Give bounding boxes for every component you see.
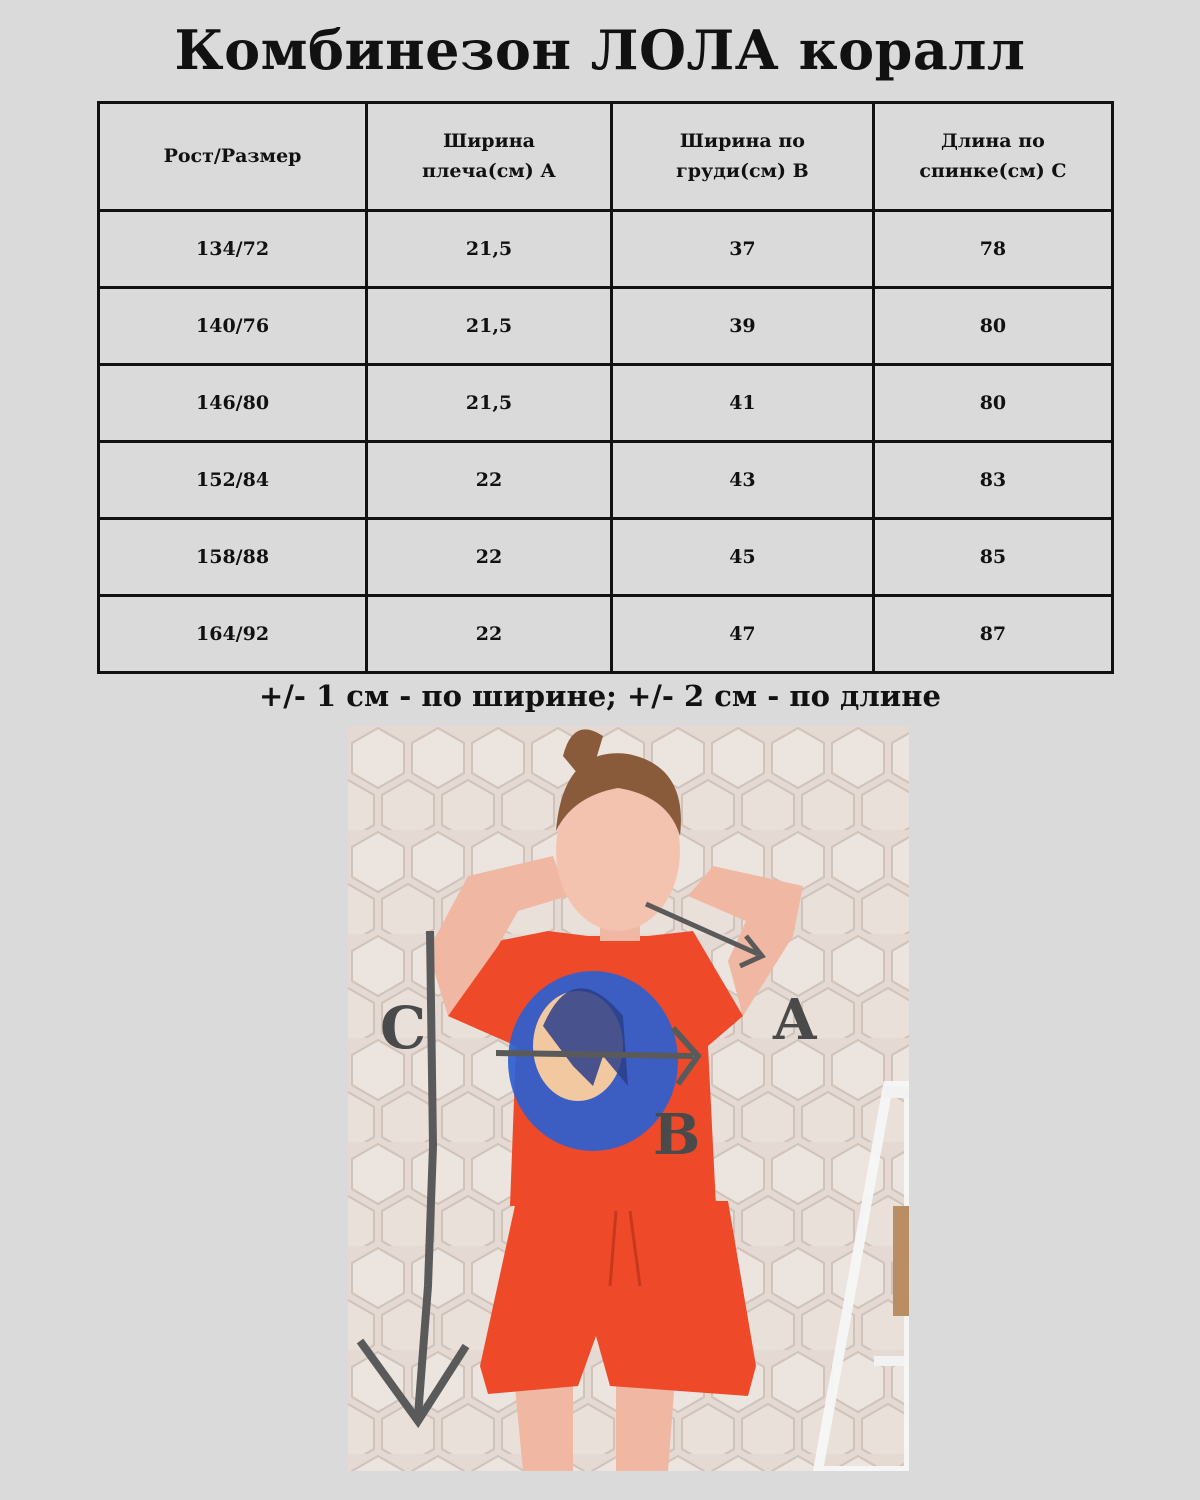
table-row	[99, 519, 1113, 596]
cell-length: 85	[873, 519, 1112, 596]
table-header-row	[99, 103, 1113, 211]
label-c: C	[380, 994, 427, 1062]
cell-length: 87	[873, 596, 1112, 673]
cell-size: 152/84	[99, 442, 367, 519]
cell-length: 80	[873, 288, 1112, 365]
header-back-length: Длина по спинке(см) С	[873, 103, 1112, 211]
cell-length: 83	[873, 442, 1112, 519]
cell-shoulder: 21,5	[367, 288, 612, 365]
size-table	[97, 101, 1114, 674]
cell-chest: 41	[611, 365, 873, 442]
tolerance-note: +/- 1 см - по ширине; +/- 2 см - по длине	[259, 679, 941, 713]
table-row	[99, 596, 1113, 673]
page-title: Комбинезон ЛОЛА коралл	[174, 18, 1026, 82]
cell-chest: 37	[611, 211, 873, 288]
cell-shoulder: 22	[367, 442, 612, 519]
cell-size: 146/80	[99, 365, 367, 442]
table-row	[99, 365, 1113, 442]
header-height-size: Рост/Размер	[99, 103, 367, 211]
cell-shoulder: 22	[367, 519, 612, 596]
cell-size: 164/92	[99, 596, 367, 673]
cell-size: 140/76	[99, 288, 367, 365]
cell-length: 80	[873, 365, 1112, 442]
table-row	[99, 288, 1113, 365]
label-b: B	[653, 1102, 701, 1168]
table-row	[99, 211, 1113, 288]
cell-size: 134/72	[99, 211, 367, 288]
header-shoulder-width: Ширина плеча(см) А	[367, 103, 612, 211]
cell-chest: 39	[611, 288, 873, 365]
header-chest-width: Ширина по груди(см) В	[611, 103, 873, 211]
cell-shoulder: 21,5	[367, 365, 612, 442]
cell-size: 158/88	[99, 519, 367, 596]
table-row	[99, 442, 1113, 519]
cell-shoulder: 21,5	[367, 211, 612, 288]
cell-length: 78	[873, 211, 1112, 288]
product-photo	[348, 726, 909, 1471]
cell-shoulder: 22	[367, 596, 612, 673]
label-a: A	[773, 987, 817, 1053]
arrow-b	[496, 1053, 693, 1056]
cell-chest: 45	[611, 519, 873, 596]
cell-chest: 43	[611, 442, 873, 519]
cell-chest: 47	[611, 596, 873, 673]
